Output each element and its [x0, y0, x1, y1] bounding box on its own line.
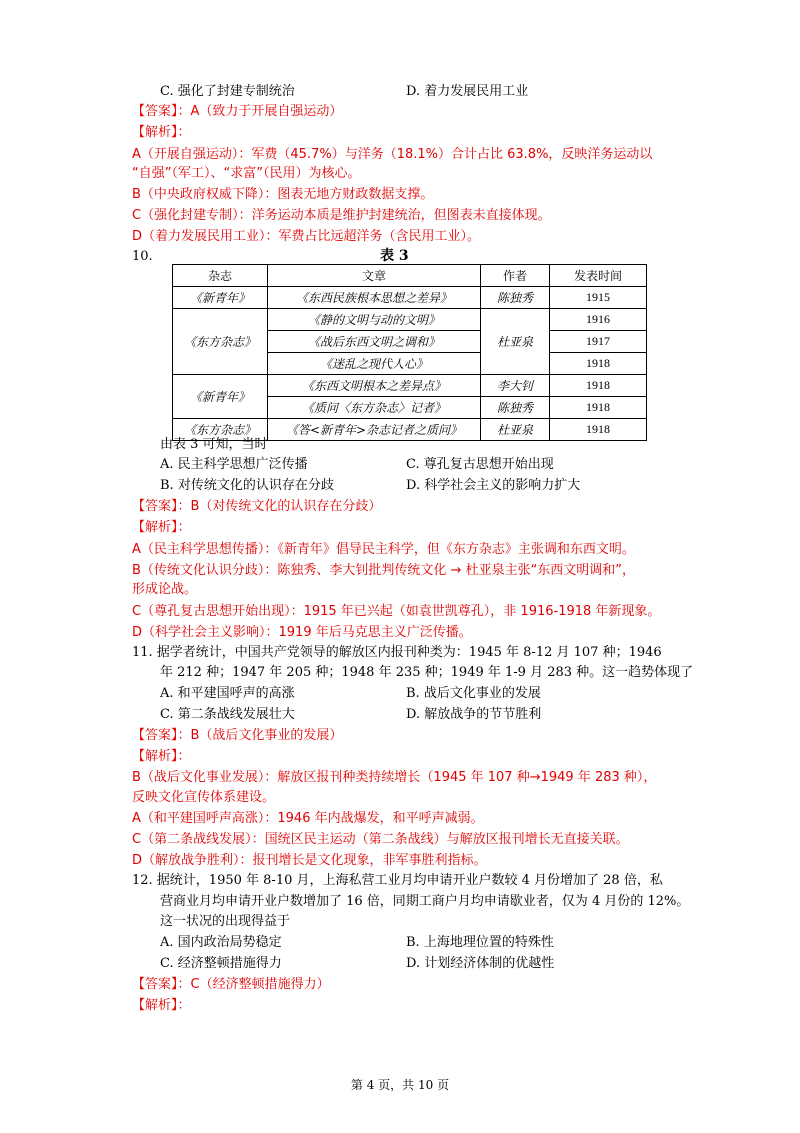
answer-label: 【答案】： — [132, 728, 191, 743]
q10-stem: 由表 3 可知，当时 — [160, 437, 268, 452]
answer-label: 【答案】： — [132, 104, 191, 119]
table-row — [173, 309, 647, 331]
answer-text: A（致力于开展自强运动） — [190, 104, 343, 119]
q10-analysis-label: 【解析】： — [132, 520, 191, 535]
q10-analysis-line: D（科学社会主义影响）：1919 年后马克思主义广泛传播。 — [132, 625, 472, 640]
q10-option-a: A. 民主科学思想广泛传播 — [160, 457, 308, 472]
q10-answer — [132, 497, 381, 517]
q9-analysis-line: A（开展自强运动）：军费（45.7%）与洋务（18.1%）合计占比 63.8%，反映洋务运动以 — [132, 147, 653, 162]
header-date: 发表时间 — [550, 265, 647, 287]
answer-text: B（对传统文化的认识存在分歧） — [190, 499, 382, 514]
cell-year: 1918 — [550, 419, 647, 441]
q10-option-d: D. 科学社会主义的影响力扩大 — [406, 478, 581, 493]
q10-number: 10. — [132, 249, 153, 264]
q9-answer — [132, 102, 342, 122]
cell-article: 《战后东西文明之调和》 — [268, 331, 481, 353]
cell-magazine: 《新青年》 — [173, 287, 268, 309]
q10-option-c: C. 尊孔复古思想开始出现 — [406, 457, 554, 472]
table-header-row — [173, 265, 647, 287]
q12-option-c: C. 经济整顿措施得力 — [160, 956, 282, 971]
q11-option-b: B. 战后文化事业的发展 — [406, 686, 541, 701]
header-author: 作者 — [481, 265, 550, 287]
q12-stem-line: 这一状况的出现得益于 — [160, 914, 291, 929]
q11-stem-line: 年 212 种；1947 年 205 种；1948 年 235 种；1949 年 1-9 月 283 种。这一趋势体现了 — [160, 665, 694, 680]
q9-option-c: C. 强化了封建专制统治 — [160, 84, 295, 99]
q11-analysis-line: C（第二条战线发展）：国统区民主运动（第二条战线）与解放区报刊增长无直接关联。 — [132, 832, 629, 847]
cell-year: 1918 — [550, 353, 647, 375]
q9-analysis-line: D（着力发展民用工业）：军费占比远超洋务（含民用工业）。 — [132, 229, 481, 244]
cell-magazine: 《新青年》 — [173, 375, 268, 419]
cell-article: 《东西民族根本思想之差异》 — [268, 287, 481, 309]
q9-option-d: D. 着力发展民用工业 — [406, 84, 529, 99]
cell-author: 李大钊 — [481, 375, 550, 397]
answer-label: 【答案】： — [132, 499, 191, 514]
table-title: 表 3 — [380, 248, 409, 264]
cell-author: 陈独秀 — [481, 287, 550, 309]
q12-option-b: B. 上海地理位置的特殊性 — [406, 935, 554, 950]
cell-year: 1915 — [550, 287, 647, 309]
table-row — [173, 375, 647, 397]
cell-year: 1917 — [550, 331, 647, 353]
q10-analysis-line: C（尊孔复古思想开始出现）：1915 年已兴起（如袁世凯尊孔），非 1916-1918 年新现象。 — [132, 604, 661, 619]
q12-analysis-label: 【解析】： — [132, 998, 191, 1013]
cell-author: 杜亚泉 — [481, 419, 550, 441]
q11-analysis-line: 反映文化宣传体系建设。 — [132, 790, 276, 805]
cell-year: 1916 — [550, 309, 647, 331]
q12-option-a: A. 国内政治局势稳定 — [160, 935, 282, 950]
cell-author: 杜亚泉 — [481, 309, 550, 375]
q12-answer — [132, 975, 330, 995]
q12-option-d: D. 计划经济体制的优越性 — [406, 956, 555, 971]
q10-option-b: B. 对传统文化的认识存在分歧 — [160, 478, 334, 493]
q12-stem-line: 营商业月均申请开业户数增加了 16 倍，同期工商户月均申请歇业者，仅为 4 月份的 12%。 — [160, 894, 690, 909]
cell-article: 《答<新青年>杂志记者之质问》 — [268, 419, 481, 441]
cell-magazine: 《东方杂志》 — [173, 309, 268, 375]
answer-text: C（经济整顿措施得力） — [190, 977, 330, 992]
q11-answer — [132, 726, 342, 746]
q9-analysis-label: 【解析】： — [132, 125, 191, 140]
cell-magazine: 《东方杂志》 — [173, 419, 268, 441]
cell-article: 《东西文明根本之差异点》 — [268, 375, 481, 397]
cell-article: 《迷乱之现代人心》 — [268, 353, 481, 375]
answer-text: B（战后文化事业的发展） — [190, 728, 343, 743]
page-footer: 第 4 页，共 10 页 — [350, 1078, 450, 1092]
q9-analysis-line: B（中央政府权威下降）：图表无地方财政数据支撑。 — [132, 187, 434, 202]
q11-option-d: D. 解放战争的节节胜利 — [406, 707, 542, 722]
q10-analysis-line: 形成论战。 — [132, 582, 198, 597]
cell-article: 《静的文明与动的文明》 — [268, 309, 481, 331]
q10-analysis-line: A（民主科学思想传播）：《新青年》倡导民主科学，但《东方杂志》主张调和东西文明。 — [132, 542, 635, 557]
header-magazine: 杂志 — [173, 265, 268, 287]
q10-analysis-line: B（传统文化认识分歧）：陈独秀、李大钊批判传统文化 → 杜亚泉主张“东西文明调和”， — [132, 563, 636, 578]
q9-analysis-line: “自强”（军工）、“求富”（民用）为核心。 — [132, 166, 361, 181]
q11-analysis-line: A（和平建国呼声高涨）：1946 年内战爆发，和平呼声减弱。 — [132, 811, 484, 826]
header-article: 文章 — [268, 265, 481, 287]
q12-stem-line: 12. 据统计，1950 年 8-10 月，上海私营工业月均申请开业户数较 4 月份增加了 28 倍，私 — [132, 873, 663, 888]
cell-year: 1918 — [550, 397, 647, 419]
q11-option-c: C. 第二条战线发展壮大 — [160, 707, 295, 722]
answer-label: 【答案】： — [132, 977, 191, 992]
q11-stem-line: 11. 据学者统计，中国共产党领导的解放区内报刊种类为：1945 年 8-12 月 107 种；1946 — [132, 645, 662, 660]
cell-article: 《质问〈东方杂志〉记者》 — [268, 397, 481, 419]
q11-analysis-line: B（战后文化事业发展）：解放区报刊种类持续增长（1945 年 107 种→1949 年 283 种）， — [132, 770, 657, 785]
table-3 — [172, 264, 647, 441]
cell-year: 1918 — [550, 375, 647, 397]
cell-author: 陈独秀 — [481, 397, 550, 419]
q11-analysis-line: D（解放战争胜利）：报刊增长是文化现象，非军事胜利指标。 — [132, 853, 487, 868]
q11-analysis-label: 【解析】： — [132, 749, 191, 764]
q9-analysis-line: C（强化封建专制）：洋务运动本质是维护封建统治，但图表未直接体现。 — [132, 208, 551, 223]
table-row — [173, 287, 647, 309]
q11-option-a: A. 和平建国呼声的高涨 — [160, 686, 295, 701]
